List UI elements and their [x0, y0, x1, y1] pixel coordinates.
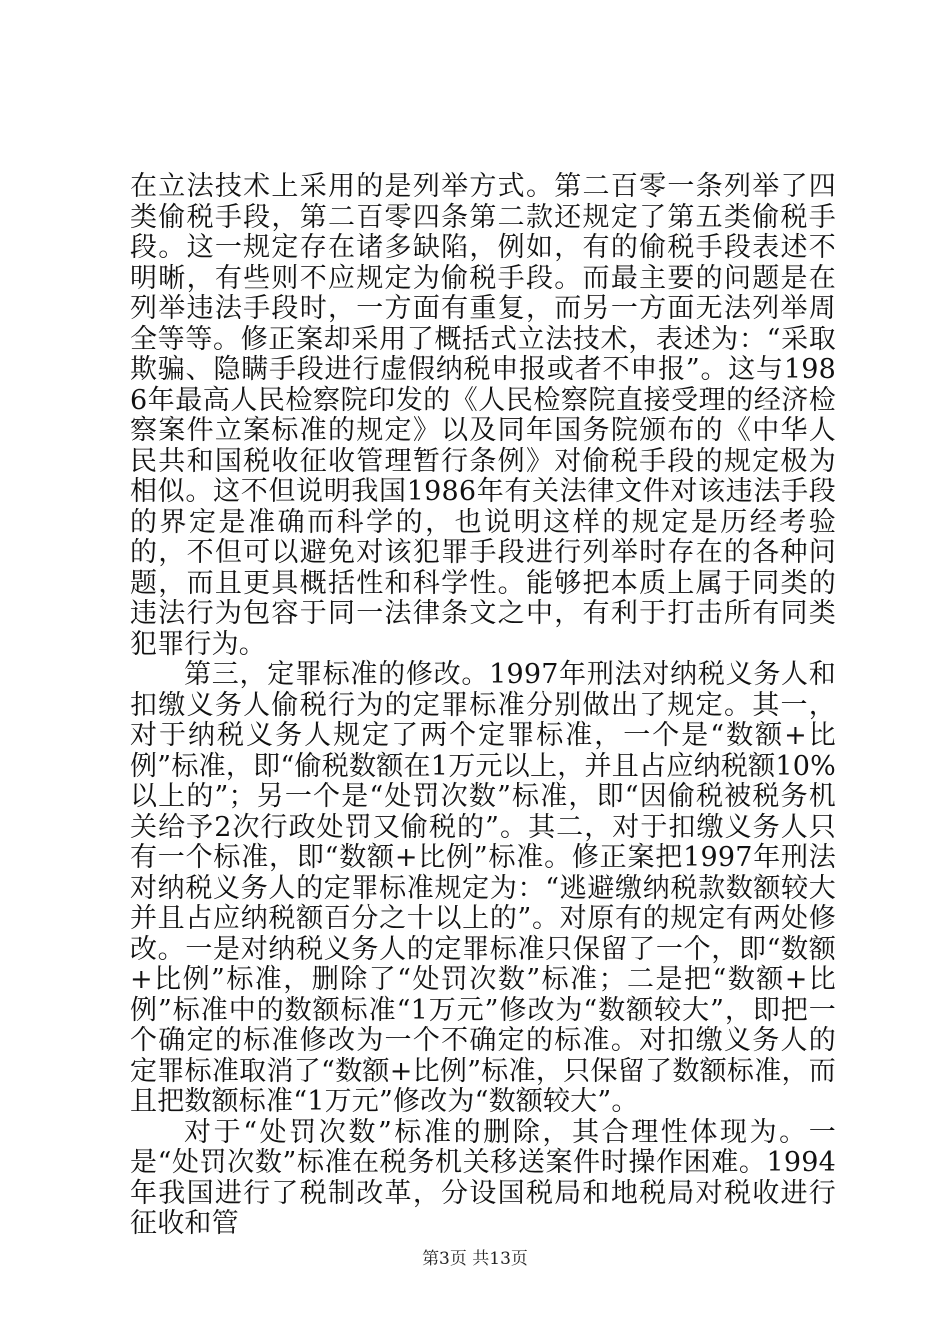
paragraph-1: 在立法技术上采用的是列举方式。第二百零一条列举了四类偷税手段，第二百零四条第二款还规定了第五类偷税手段。这一规定存在诸多缺陷，例如，有的偷税手段表述不明晰，有些则不应规定为偷税手段。而最主要的问题是在列举违法手段时，一方面有重复，而另一方面无法列举周全等等。修正案却采用了概括式立法技术，表述为：“采取欺骗、隐瞒手段进行虚假纳税申报或者不申报”。这与1986年最高人民检察院印发的《人民检察院直接受理的经济检察案件立案标准的规定》以及同年国务院颁布的《中华人民共和国税收征收管理暂行条例》对偷税手段的规定极为相似。这不但说明我国1986年有关法律文件对该违法手段的界定是准确而科学的，也说明这样的规定是历经考验的，不但可以避免对该犯罪手段进行列举时存在的各种问题，而且更具概括性和科学性。能够把本质上属于同类的违法行为包容于同一法律条文之中，有利于打击所有同类犯罪行为。 [130, 171, 836, 660]
paragraph-2: 第三，定罪标准的修改。1997年刑法对纳税义务人和扣缴义务人偷税行为的定罪标准分别做出了规定。其一，对于纳税义务人规定了两个定罪标准，一个是“数额+比例”标准，即“偷税数额在1万元以上，并且占应纳税额10%以上的”；另一个是“处罚次数”标准，即“因偷税被税务机关给予2次行政处罚又偷税的”。其二，对于扣缴义务人只有一个标准，即“数额+比例”标准。修正案把1997年刑法对纳税义务人的定罪标准规定为：“逃避缴纳税款数额较大并且占应纳税额百分之十以上的”。对原有的规定有两处修改。一是对纳税义务人的定罪标准只保留了一个，即“数额+比例”标准，删除了“处罚次数”标准；二是把“数额+比例”标准中的数额标准“1万元”修改为“数额较大”，即把一个确定的标准修改为一个不确定的标准。对扣缴义务人的定罪标准取消了“数额+比例”标准，只保留了数额标准，而且把数额标准“1万元”修改为“数额较大”。 [130, 659, 836, 1117]
page-number-footer: 第3页 共13页 [422, 1249, 528, 1269]
paragraph-3: 对于“处罚次数”标准的删除，其合理性体现为。一是“处罚次数”标准在税务机关移送案件时操作困难。1994年我国进行了税制改革，分设国税局和地税局对税收进行征收和管 [130, 1116, 836, 1239]
document-body [130, 172, 836, 1240]
